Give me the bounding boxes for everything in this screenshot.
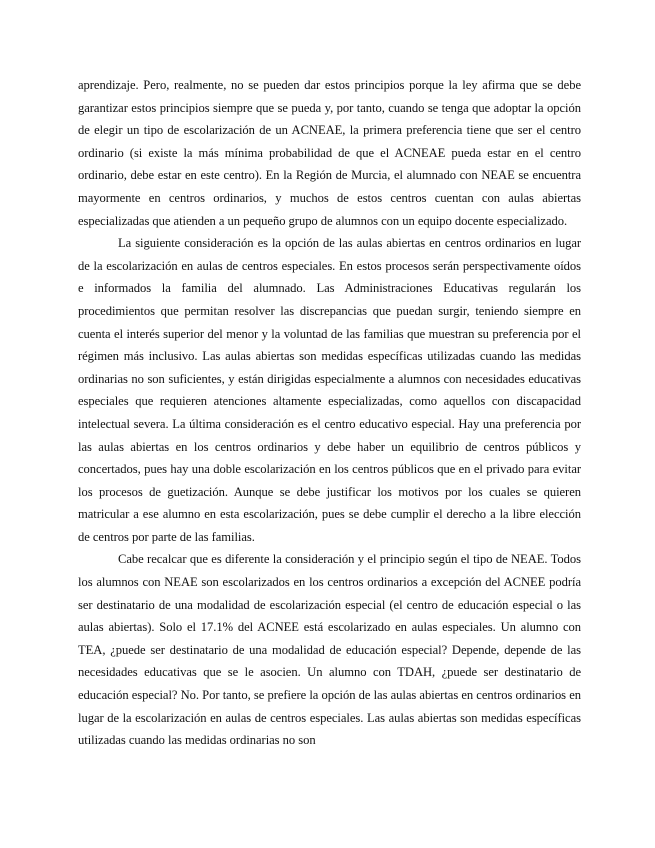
- paragraph-tipo-neae: Cabe recalcar que es diferente la consideración y el principio según el tipo de NEAE. Todos los alumnos con NEAE son escolarizados en los centros ordinarios a excepción del ACNEE podría ser destinatario de una modalidad de escolarización especial (el centro de educación especial o las aulas abiertas). Solo el 17.1% del ACNEE está escolarizado en aulas especiales. Un alumno con TEA, ¿puede ser destinatario de una modalidad de educación especial? Depende, depende de las necesidades educativas que se le asocien. Un alumno con TDAH, ¿puede ser destinatario de educación especial? No. Por tanto, se prefiere la opción de las aulas abiertas en centros ordinarios en lugar de la escolarización en aulas de centros especiales. Las aulas abiertas son medidas específicas utilizadas cuando las medidas ordinarias no son: [78, 552, 581, 748]
- paragraph-continuation: aprendizaje. Pero, realmente, no se pueden dar estos principios porque la ley afirma que se debe garantizar estos principios siempre que se pueda y, por tanto, cuando se tenga que adoptar la opción de elegir un tipo de escolarización de un ACNEAE, la primera preferencia tiene que ser el centro ordinario (si existe la más mínima probabilidad de que el ACNEAE pueda estar en el centro ordinario, debe estar en este centro). En la Región de Murcia, el alumnado con NEAE se encuentra mayormente en centros ordinarios, y muchos de estos centros cuentan con aulas abiertas especializadas que atienden a un pequeño grupo de alumnos con un equipo docente especializado.: [78, 78, 581, 228]
- document-page: [78, 74, 581, 752]
- paragraph-aulas-abiertas: La siguiente consideración es la opción de las aulas abiertas en centros ordinarios en lugar de la escolarización en aulas de centros especiales. En estos procesos serán perspectivamente oídos e informados la familia del alumnado. Las Administraciones Educativas regularán los procedimientos que permitan resolver las discrepancias que puedan surgir, teniendo siempre en cuenta el interés superior del menor y la voluntad de las familias que muestran su preferencia por el régimen más inclusivo. Las aulas abiertas son medidas específicas utilizadas cuando las medidas ordinarias no son suficientes, y están dirigidas especialmente a alumnos con necesidades educativas especiales que requieren atenciones altamente especializadas, como aquellos con discapacidad intelectual severa. La última consideración es el centro educativo especial. Hay una preferencia por las aulas abiertas en los centros ordinarios y debe haber un equilibrio de centros públicos y concertados, pues hay una doble escolarización en los centros públicos que en el privado para evitar los procesos de guetización. Aunque se debe justificar los motivos por los cuales se quieren matricular a ese alumno en esta escolarización, pues se debe cumplir el derecho a la libre elección de centros por parte de las familias.: [78, 236, 581, 544]
